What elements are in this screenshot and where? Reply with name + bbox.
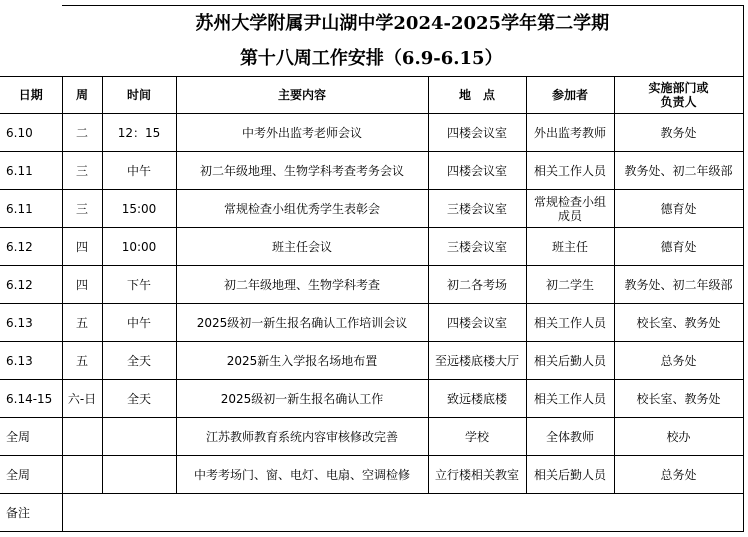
cell-participants: 外出监考教师 bbox=[526, 114, 614, 152]
cell-participants: 相关后勤人员 bbox=[526, 342, 614, 380]
table-row bbox=[0, 418, 743, 456]
table-row bbox=[0, 456, 743, 494]
cell-dept: 总务处 bbox=[614, 456, 743, 494]
cell-content: 中考外出监考老师会议 bbox=[176, 114, 428, 152]
table-row bbox=[0, 228, 743, 266]
cell-week: 三 bbox=[62, 190, 102, 228]
cell-week: 四 bbox=[62, 266, 102, 304]
cell-date: 全周 bbox=[0, 418, 62, 456]
cell-dept: 德育处 bbox=[614, 190, 743, 228]
cell-week: 六-日 bbox=[62, 380, 102, 418]
cell-time: 中午 bbox=[102, 152, 176, 190]
header-place: 地 点 bbox=[428, 77, 526, 114]
cell-dept: 总务处 bbox=[614, 342, 743, 380]
header-week: 周 bbox=[62, 77, 102, 114]
cell-week: 五 bbox=[62, 304, 102, 342]
table-row bbox=[0, 266, 743, 304]
cell-time bbox=[102, 418, 176, 456]
cell-place: 三楼会议室 bbox=[428, 190, 526, 228]
cell-participants: 常规检查小组成员 bbox=[526, 190, 614, 228]
cell-week bbox=[62, 456, 102, 494]
cell-dept: 教务处、初二年级部 bbox=[614, 266, 743, 304]
cell-week bbox=[62, 418, 102, 456]
remarks-value bbox=[62, 494, 743, 532]
header-dept-line1: 实施部门或 bbox=[648, 81, 709, 95]
cell-content: 2025级初一新生报名确认工作 bbox=[176, 380, 428, 418]
page-title: 苏州大学附属尹山湖中学2024-2025学年第二学期 bbox=[62, 6, 743, 43]
cell-date: 6.14-15 bbox=[0, 380, 62, 418]
cell-content: 江苏教师教育系统内容审核修改完善 bbox=[176, 418, 428, 456]
cell-place: 四楼会议室 bbox=[428, 114, 526, 152]
cell-dept: 德育处 bbox=[614, 228, 743, 266]
cell-time: 全天 bbox=[102, 342, 176, 380]
table-row bbox=[0, 114, 743, 152]
cell-participants: 相关工作人员 bbox=[526, 304, 614, 342]
cell-date: 6.12 bbox=[0, 266, 62, 304]
cell-week: 二 bbox=[62, 114, 102, 152]
cell-time: 12：15 bbox=[102, 114, 176, 152]
cell-place: 四楼会议室 bbox=[428, 152, 526, 190]
cell-place: 立行楼相关教室 bbox=[428, 456, 526, 494]
header-content: 主要内容 bbox=[176, 77, 428, 114]
cell-participants: 全体教师 bbox=[526, 418, 614, 456]
cell-date: 6.12 bbox=[0, 228, 62, 266]
cell-place: 四楼会议室 bbox=[428, 304, 526, 342]
cell-participants: 班主任 bbox=[526, 228, 614, 266]
cell-participants: 相关工作人员 bbox=[526, 380, 614, 418]
cell-week: 五 bbox=[62, 342, 102, 380]
cell-time: 中午 bbox=[102, 304, 176, 342]
cell-time: 下午 bbox=[102, 266, 176, 304]
cell-content: 初二年级地理、生物学科考查 bbox=[176, 266, 428, 304]
cell-date: 6.11 bbox=[0, 152, 62, 190]
cell-time: 10:00 bbox=[102, 228, 176, 266]
cell-dept: 校办 bbox=[614, 418, 743, 456]
remarks-label: 备注 bbox=[0, 494, 62, 532]
cell-participants: 初二学生 bbox=[526, 266, 614, 304]
cell-time: 15:00 bbox=[102, 190, 176, 228]
title-spacer bbox=[0, 6, 62, 43]
header-dept bbox=[614, 77, 743, 114]
cell-content: 常规检查小组优秀学生表彰会 bbox=[176, 190, 428, 228]
cell-date: 6.13 bbox=[0, 342, 62, 380]
cell-time: 全天 bbox=[102, 380, 176, 418]
table-row bbox=[0, 342, 743, 380]
cell-place: 初二各考场 bbox=[428, 266, 526, 304]
cell-dept: 教务处、初二年级部 bbox=[614, 152, 743, 190]
cell-dept: 校长室、教务处 bbox=[614, 304, 743, 342]
header-date: 日期 bbox=[0, 77, 62, 114]
cell-content: 中考考场门、窗、电灯、电扇、空调检修 bbox=[176, 456, 428, 494]
cell-content: 初二年级地理、生物学科考查考务会议 bbox=[176, 152, 428, 190]
cell-place: 至远楼底楼大厅 bbox=[428, 342, 526, 380]
cell-dept: 教务处 bbox=[614, 114, 743, 152]
cell-participants: 相关后勤人员 bbox=[526, 456, 614, 494]
cell-time bbox=[102, 456, 176, 494]
cell-participants: 相关工作人员 bbox=[526, 152, 614, 190]
cell-date: 6.11 bbox=[0, 190, 62, 228]
cell-content: 2025新生入学报名场地布置 bbox=[176, 342, 428, 380]
schedule-table bbox=[0, 5, 744, 532]
cell-week: 四 bbox=[62, 228, 102, 266]
header-time: 时间 bbox=[102, 77, 176, 114]
cell-date: 6.13 bbox=[0, 304, 62, 342]
table-row bbox=[0, 304, 743, 342]
remarks-row bbox=[0, 494, 743, 532]
cell-content: 班主任会议 bbox=[176, 228, 428, 266]
cell-place: 三楼会议室 bbox=[428, 228, 526, 266]
header-participants: 参加者 bbox=[526, 77, 614, 114]
table-row bbox=[0, 380, 743, 418]
cell-content: 2025级初一新生报名确认工作培训会议 bbox=[176, 304, 428, 342]
cell-dept: 校长室、教务处 bbox=[614, 380, 743, 418]
cell-place: 致远楼底楼 bbox=[428, 380, 526, 418]
page-subtitle: 第十八周工作安排（6.9-6.15） bbox=[0, 42, 743, 77]
table-row bbox=[0, 190, 743, 228]
cell-date: 6.10 bbox=[0, 114, 62, 152]
header-row bbox=[0, 77, 743, 114]
cell-date: 全周 bbox=[0, 456, 62, 494]
header-dept-line2: 负责人 bbox=[660, 95, 697, 109]
cell-week: 三 bbox=[62, 152, 102, 190]
cell-place: 学校 bbox=[428, 418, 526, 456]
table-row bbox=[0, 152, 743, 190]
